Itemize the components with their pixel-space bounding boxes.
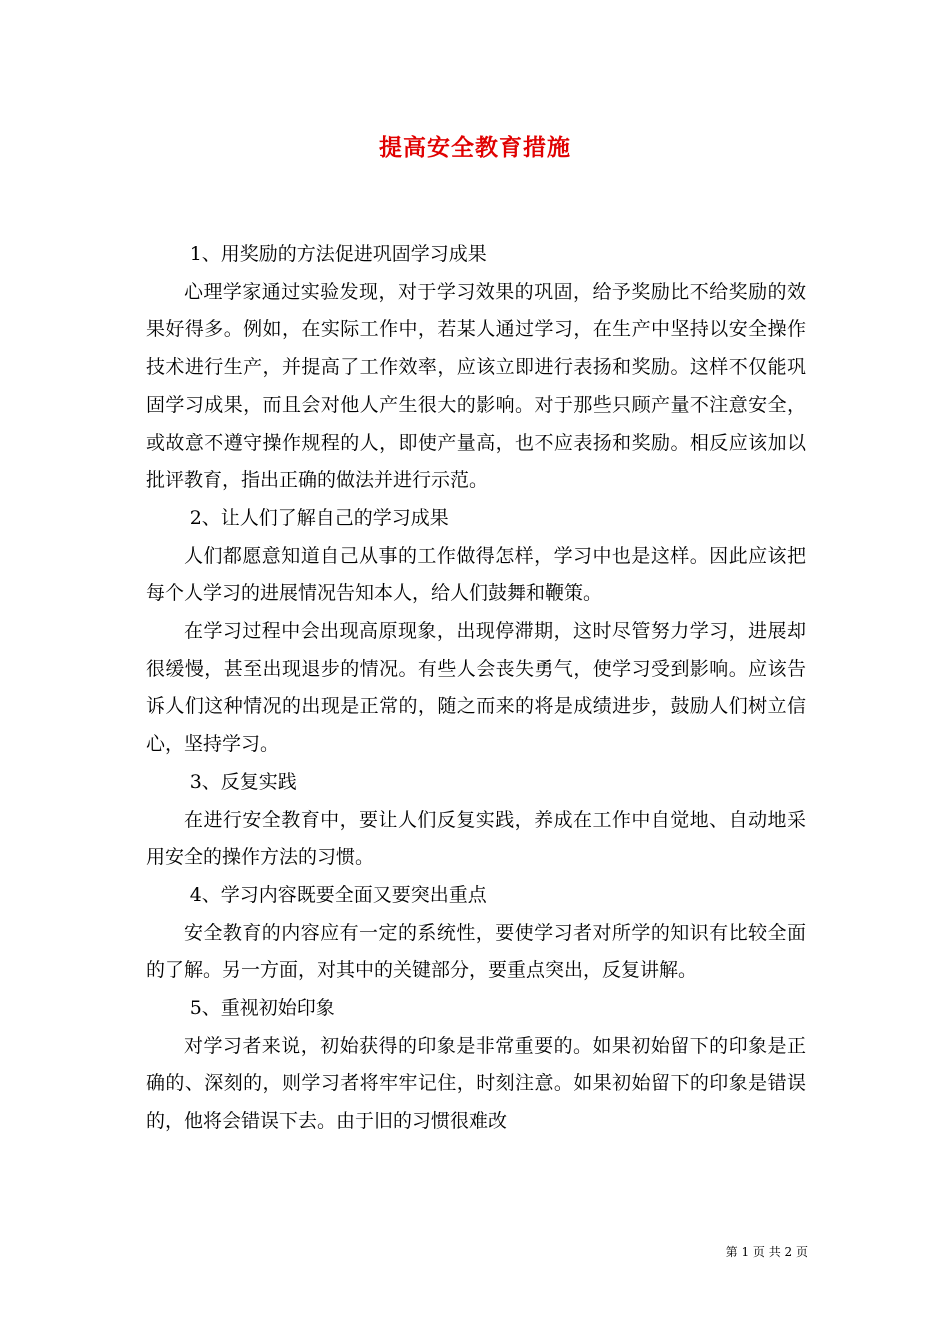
body-paragraph: 对学习者来说，初始获得的印象是非常重要的。如果初始留下的印象是正确的、深刻的，则学习者将牢牢记住，时刻注意。如果初始留下的印象是错误的，他将会错误下去。由于旧的习惯很难改 xyxy=(146,1034,806,1133)
body-paragraph: 人们都愿意知道自己从事的工作做得怎样，学习中也是这样。因此应该把每个人学习的进展情况告知本人，给人们鼓舞和鞭策。 xyxy=(146,544,806,605)
section-heading: 4、学习内容既要全面又要突出重点 xyxy=(189,883,487,906)
section-heading: 1、用奖励的方法促进巩固学习成果 xyxy=(189,243,487,265)
body-paragraph: 安全教育的内容应有一定的系统性，要使学习者对所学的知识有比较全面的了解。另一方面，对其中的关键部分，要重点突出，反复讲解。 xyxy=(146,921,806,982)
body-paragraph: 在进行安全教育中，要让人们反复实践，养成在工作中自觉地、自动地采用安全的操作方法的习惯。 xyxy=(146,808,806,869)
document-body xyxy=(146,236,806,1141)
body-paragraph: 在学习过程中会出现高原现象，出现停滞期，这时尽管努力学习，进展却很缓慢，甚至出现退步的情况。有些人会丧失勇气，使学习受到影响。应该告诉人们这种情况的出现是正常的，随之而来的将是成绩进步，鼓励人们树立信心，坚持学习。 xyxy=(146,620,806,756)
document-title: 提高安全教育措施 xyxy=(379,134,571,161)
section-heading: 3、反复实践 xyxy=(189,770,297,793)
page-number: 第 1 页 共 2 页 xyxy=(725,1245,808,1259)
section-heading: 5、重视初始印象 xyxy=(189,997,335,1020)
body-paragraph: 心理学家通过实验发现，对于学习效果的巩固，给予奖励比不给奖励的效果好得多。例如，在实际工作中，若某人通过学习，在生产中坚持以安全操作技术进行生产，并提高了工作效率，应该立即进行表扬和奖励。这样不仅能巩固学习成果，而且会对他人产生很大的影响。对于那些只顾产量不注意安全，或故意不遵守操作规程的人，即使产量高，也不应表扬和奖励。相反应该加以批评教育，指出正确的做法并进行示范。 xyxy=(146,280,806,492)
section-heading: 2、让人们了解自己的学习成果 xyxy=(189,506,449,529)
